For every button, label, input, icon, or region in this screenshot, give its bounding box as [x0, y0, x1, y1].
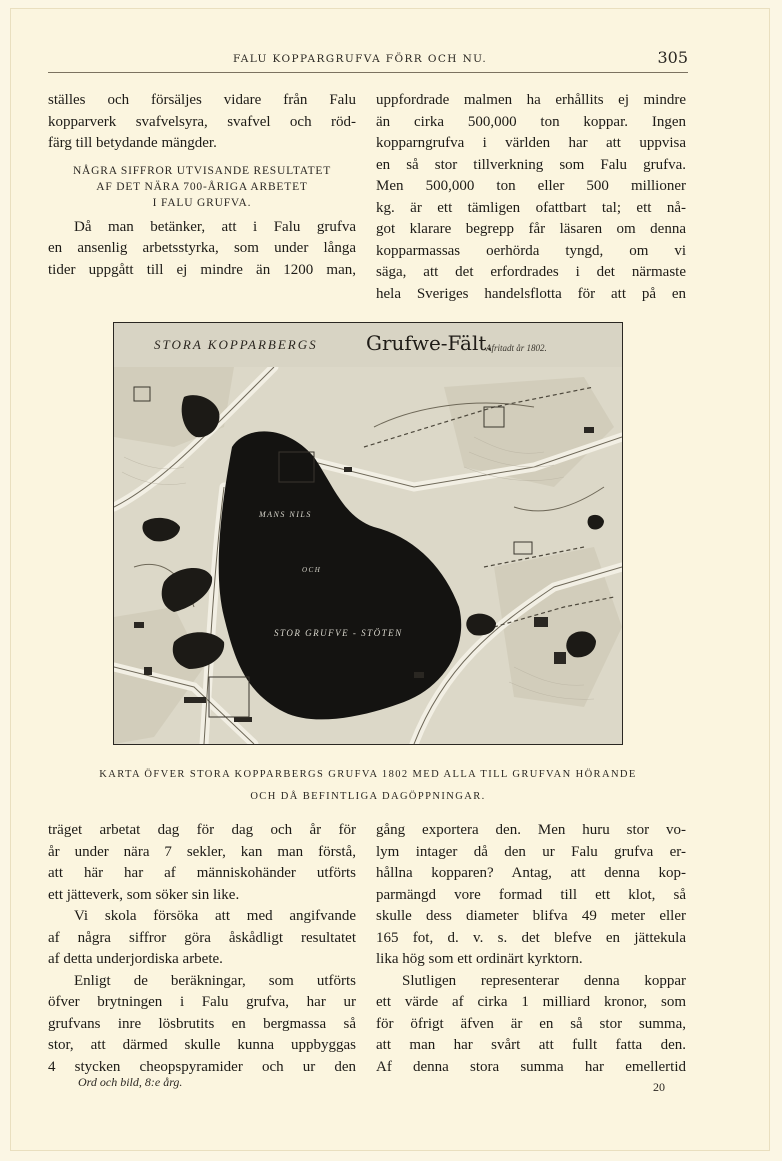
text-line: kg. är ett tämligen ofattbart tal; ett nå- [376, 199, 686, 216]
text-line: af några siffror göra åskådligt resultatet [48, 929, 356, 946]
column-top-right [376, 90, 686, 305]
caption-line: KARTA ÖFVER STORA KOPPARBERGS GRUFVA 1802 MED ALLA TILL GRUFVAN HÖRANDE [99, 769, 637, 780]
text-line: Men 500,000 ton eller 500 millioner [376, 178, 686, 194]
text-line: hela Sveriges handelsflotta för att på en [376, 285, 686, 302]
paragraph [48, 971, 356, 1079]
text-line: lym intager då den ur Falu grufva er- [376, 843, 686, 860]
text-line: träget arbetat dag för dag och år för [48, 822, 356, 838]
text-line: att här har af människohänder utförts [48, 865, 356, 881]
text-line: tider uppgått till ej mindre än 1200 man, [48, 261, 356, 278]
heading-line: I FALU GRUFVA. [152, 196, 252, 209]
text-line: hållna kopparen? Antag, att denna kop- [376, 865, 686, 881]
figure-caption [48, 764, 688, 808]
map-title-right: Grufwe-Fält. [366, 331, 493, 355]
map-title-bar [114, 323, 622, 368]
paragraph-continuation [48, 90, 356, 155]
paragraph [48, 820, 356, 906]
text-line: en så stor tillverkning som Falu grufva. [376, 156, 686, 173]
paragraph [48, 217, 356, 282]
text-line: ett värde af cirka 1 milliard kronor, som [376, 994, 686, 1010]
column-top-left [48, 90, 356, 281]
text-line: lika hög som ett ordinärt kyrktorn. [376, 951, 583, 967]
paragraph [48, 906, 356, 971]
text-line: got klarare begrepp får läsaren om denna [376, 221, 686, 237]
section-heading [48, 163, 356, 211]
caption-line: OCH DÅ BEFINTLIGA DAGÖPPNINGAR. [250, 791, 486, 802]
text-line: Af denna stora summa har emellertid [376, 1058, 686, 1075]
text-line: färg till betydande mängder. [48, 135, 217, 151]
text-line: gång exportera den. Men huru stor vo- [376, 822, 686, 838]
text-line: öfver brytningen i Falu grufva, har ur [48, 994, 356, 1010]
map-drawing [114, 367, 622, 744]
map-title-note: Afritadt år 1802. [486, 343, 547, 353]
paragraph [376, 90, 686, 305]
text-line: skulle dess diameter blifva 49 meter eller [376, 908, 686, 924]
text-line: ett jätteverk, som söker sin like. [48, 886, 240, 903]
text-line: ställes och försäljes vidare från Falu [48, 92, 356, 108]
signature-mark: 20 [653, 1080, 665, 1094]
map-figure [113, 322, 623, 745]
text-line: af detta underjordiska arbete. [48, 951, 223, 967]
text-line: Då man betänker, att i Falu grufva [74, 218, 356, 235]
text-line: en ansenlig arbetsstyrka, som under långa [48, 240, 356, 256]
text-line: stor, att därmed skulle kunna uppbyggas [48, 1037, 356, 1053]
text-line: Enligt de beräkningar, som utförts [74, 972, 356, 989]
text-line: kopparngrufva i världen har att uppvisa [376, 135, 686, 151]
lake-label: STOR GRUFVE - STÖTEN [274, 628, 403, 638]
text-line: 4 stycken cheopspyramider och ur den [48, 1058, 356, 1075]
paragraph [376, 971, 686, 1079]
column-bottom-left [48, 820, 356, 1078]
text-line: Slutligen representerar denna koppar [402, 972, 686, 989]
running-header [48, 48, 688, 73]
lake-label: OCH [302, 566, 322, 574]
text-line: år under nära 7 sekler, kan man förstå, [48, 843, 356, 860]
paragraph [376, 820, 686, 971]
text-line: uppfordrade malmen ha erhållits ej mindre [376, 92, 686, 108]
lake-label: MANS NILS [259, 510, 312, 519]
text-line: säga, att det erfordrades i det närmaste [376, 264, 686, 280]
page-number: 305 [657, 48, 688, 67]
text-line: att man har svårt att fullt fatta den. [376, 1037, 686, 1053]
text-line: grufvans inre lösbrutits en bergmassa så [48, 1015, 356, 1032]
text-line: kopparmassas oerhörda tyngd, om vi [376, 242, 686, 259]
text-line: kopparverk svafvelsyra, svafvel och röd- [48, 113, 356, 130]
text-line: parmängd vore formad till ett klot, så [376, 886, 686, 903]
footer-note: Ord och bild, 8:e årg. [78, 1075, 183, 1089]
heading-line: NÅGRA SIFFROR UTVISANDE RESULTATET [72, 164, 332, 177]
running-title: FALU KOPPARGRUFVA FÖRR OCH NU. [233, 53, 488, 65]
heading-line: AF DET NÄRA 700-ÅRIGA ARBETET [96, 180, 308, 193]
text-line: 165 fot, d. v. s. det blefve en jättekula [376, 929, 686, 946]
map-title-left: STORA KOPPARBERGS [154, 337, 318, 352]
text-line: Vi skola försöka att med angifvande [74, 908, 356, 924]
text-line: än cirka 500,000 ton koppar. Ingen [376, 113, 686, 130]
text-line: för öfrigt äfven är en så stor summa, [376, 1015, 686, 1032]
column-bottom-right [376, 820, 686, 1078]
